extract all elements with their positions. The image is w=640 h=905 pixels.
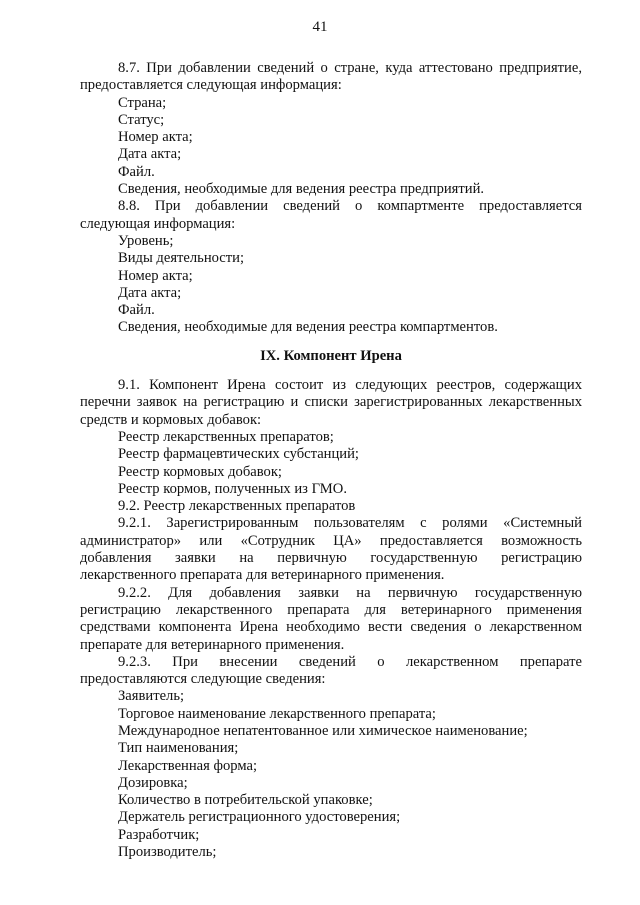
list-item: Номер акта; — [118, 267, 193, 284]
list-item: Заявитель; — [118, 688, 185, 705]
list-9-2-3 — [80, 688, 582, 861]
paragraph-8-8: 8.8. При добавлении сведений о компартменте предоставляется следующая информация: — [80, 198, 582, 232]
list-item: Реестр кормовых добавок; — [118, 463, 282, 480]
list-8-7 — [80, 95, 582, 181]
list-item: Файл. — [118, 302, 155, 319]
section-heading: IX. Компонент Ирена — [260, 347, 402, 364]
list-item: Производитель; — [118, 844, 217, 861]
paragraph-8-7: 8.7. При добавлении сведений о стране, куда аттестовано предприятие, предоставляется следующая информация: — [80, 60, 582, 94]
paragraph-9-2: 9.2. Реестр лекарственных препаратов — [118, 498, 356, 515]
registries-list — [80, 429, 582, 498]
paragraph-9-2-3: 9.2.3. При внесении сведений о лекарственном препарате предоставляются следующие сведения: — [80, 653, 582, 688]
list-item: Разработчик; — [118, 826, 200, 843]
paragraph-9-2-1: 9.2.1. Зарегистрированным пользователям с ролями «Системный администратор» или «Сотрудник ЦА» предоставляется возможность добавления заявки на первичную государственную регистрацию лекарственного препарата для ветеринарного применения. — [80, 515, 582, 584]
list-item: Дозировка; — [118, 774, 188, 791]
document-body — [80, 60, 582, 861]
page-number: 41 — [312, 19, 328, 35]
list-8-8 — [80, 233, 582, 319]
list-item: Реестр фармацевтических субстанций; — [118, 446, 359, 463]
list-item: Тип наименования; — [118, 740, 239, 757]
paragraph-9-1: 9.1. Компонент Ирена состоит из следующих реестров, содержащих перечни заявок на регистрацию и списки зарегистрированных лекарственных средств и кормовых добавок: — [80, 377, 582, 428]
list-item: Уровень; — [118, 232, 174, 249]
list-item: Количество в потребительской упаковке; — [118, 792, 373, 809]
list-item: Дата акта; — [118, 146, 182, 163]
list-item: Статус; — [118, 111, 165, 128]
list-item: Лекарственная форма; — [118, 757, 258, 774]
list-item: Международное непатентованное или химическое наименование; — [118, 722, 528, 739]
list-item: Виды деятельности; — [118, 250, 245, 267]
list-item: Страна; — [118, 94, 167, 111]
list-item: Держатель регистрационного удостоверения; — [118, 809, 401, 826]
list-item: Реестр лекарственных препаратов; — [118, 428, 334, 445]
paragraph-9-2-2: 9.2.2. Для добавления заявки на первичную государственную регистрацию лекарственного препарата для ветеринарного применения средствами компонента Ирена необходимо вести сведения о лекарственном препарате для ветеринарного применения. — [80, 584, 582, 653]
list-item: Дата акта; — [118, 284, 182, 301]
list-item: Торговое наименование лекарственного препарата; — [118, 705, 436, 722]
summary-8-7: Сведения, необходимые для ведения реестра предприятий. — [118, 181, 485, 198]
list-item: Реестр кормов, полученных из ГМО. — [118, 480, 347, 497]
summary-8-8: Сведения, необходимые для ведения реестра компартментов. — [118, 319, 498, 336]
list-item: Файл. — [118, 163, 155, 180]
list-item: Номер акта; — [118, 129, 193, 146]
